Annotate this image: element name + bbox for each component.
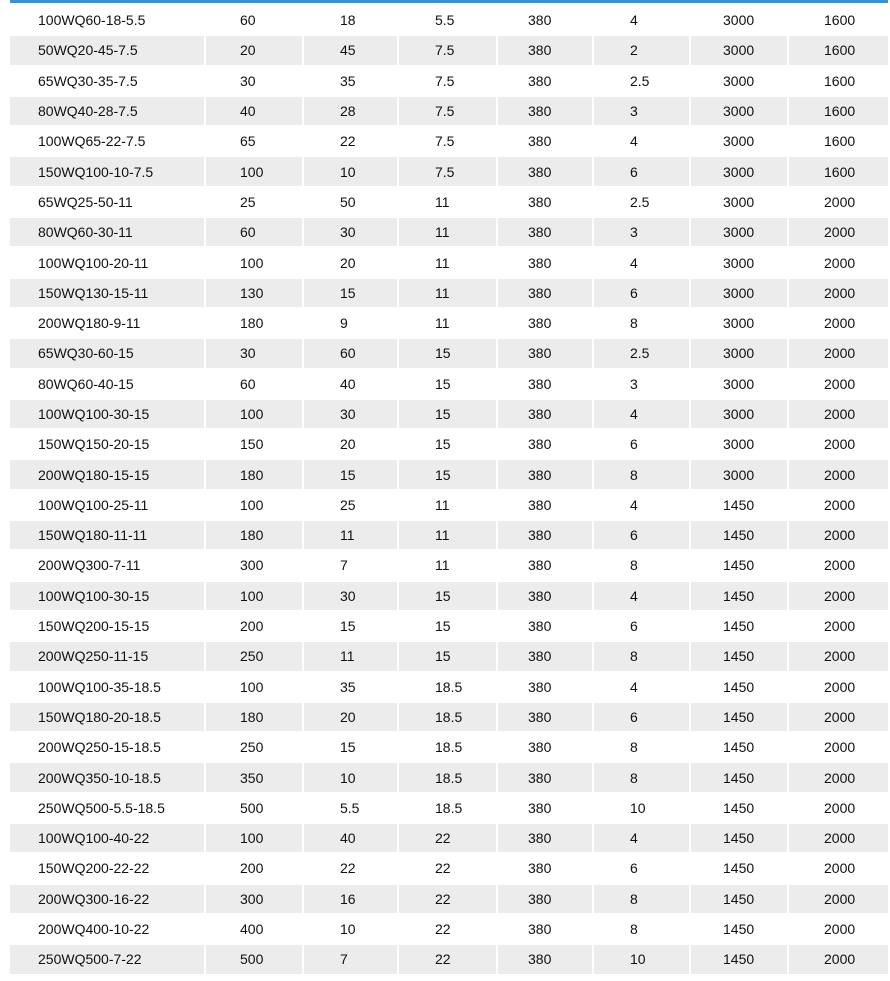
power-cell: 22 — [399, 885, 498, 913]
voltage-cell: 380 — [498, 97, 594, 125]
head-cell: 10 — [304, 157, 399, 185]
voltage-cell: 380 — [498, 915, 594, 943]
voltage-cell: 380 — [498, 733, 594, 761]
table-body — [10, 6, 888, 974]
flow-cell: 400 — [206, 915, 304, 943]
model-cell: 200WQ250-15-18.5 — [10, 733, 206, 761]
table-row — [10, 157, 888, 185]
outlet-cell: 8 — [594, 642, 691, 670]
speed-cell: 3000 — [691, 370, 789, 398]
speed-cell: 1450 — [691, 582, 789, 610]
value-cell: 2000 — [789, 460, 888, 488]
speed-cell: 1450 — [691, 763, 789, 791]
voltage-cell: 380 — [498, 521, 594, 549]
head-cell: 50 — [304, 188, 399, 216]
outlet-cell: 6 — [594, 854, 691, 882]
table-row — [10, 915, 888, 943]
power-cell: 11 — [399, 551, 498, 579]
value-cell: 1600 — [789, 67, 888, 95]
flow-cell: 350 — [206, 763, 304, 791]
power-cell: 7.5 — [399, 127, 498, 155]
outlet-cell: 4 — [594, 824, 691, 852]
table-row — [10, 854, 888, 882]
model-cell: 100WQ100-20-11 — [10, 248, 206, 276]
voltage-cell: 380 — [498, 945, 594, 973]
outlet-cell: 6 — [594, 703, 691, 731]
head-cell: 35 — [304, 673, 399, 701]
head-cell: 45 — [304, 36, 399, 64]
speed-cell: 1450 — [691, 885, 789, 913]
table-row — [10, 521, 888, 549]
power-cell: 22 — [399, 945, 498, 973]
head-cell: 7 — [304, 551, 399, 579]
voltage-cell: 380 — [498, 703, 594, 731]
voltage-cell: 380 — [498, 430, 594, 458]
power-cell: 15 — [399, 460, 498, 488]
power-cell: 18.5 — [399, 733, 498, 761]
model-cell: 100WQ100-30-15 — [10, 400, 206, 428]
speed-cell: 3000 — [691, 6, 789, 34]
flow-cell: 180 — [206, 521, 304, 549]
flow-cell: 500 — [206, 945, 304, 973]
value-cell: 1600 — [789, 6, 888, 34]
flow-cell: 100 — [206, 400, 304, 428]
speed-cell: 1450 — [691, 642, 789, 670]
outlet-cell: 6 — [594, 157, 691, 185]
speed-cell: 1450 — [691, 612, 789, 640]
model-cell: 150WQ180-11-11 — [10, 521, 206, 549]
head-cell: 10 — [304, 915, 399, 943]
model-cell: 200WQ180-15-15 — [10, 460, 206, 488]
speed-cell: 3000 — [691, 67, 789, 95]
table-row — [10, 97, 888, 125]
speed-cell: 3000 — [691, 248, 789, 276]
model-cell: 65WQ30-35-7.5 — [10, 67, 206, 95]
power-cell: 18.5 — [399, 794, 498, 822]
power-cell: 15 — [399, 400, 498, 428]
outlet-cell: 2.5 — [594, 67, 691, 95]
flow-cell: 200 — [206, 612, 304, 640]
voltage-cell: 380 — [498, 67, 594, 95]
model-cell: 200WQ300-16-22 — [10, 885, 206, 913]
model-cell: 250WQ500-7-22 — [10, 945, 206, 973]
speed-cell: 1450 — [691, 854, 789, 882]
model-cell: 100WQ100-30-15 — [10, 582, 206, 610]
flow-cell: 60 — [206, 218, 304, 246]
head-cell: 5.5 — [304, 794, 399, 822]
speed-cell: 1450 — [691, 794, 789, 822]
head-cell: 15 — [304, 279, 399, 307]
flow-cell: 250 — [206, 642, 304, 670]
value-cell: 2000 — [789, 885, 888, 913]
value-cell: 2000 — [789, 309, 888, 337]
value-cell: 1600 — [789, 127, 888, 155]
value-cell: 2000 — [789, 763, 888, 791]
flow-cell: 100 — [206, 248, 304, 276]
flow-cell: 30 — [206, 67, 304, 95]
value-cell: 2000 — [789, 673, 888, 701]
head-cell: 11 — [304, 642, 399, 670]
table-row — [10, 642, 888, 670]
model-cell: 100WQ60-18-5.5 — [10, 6, 206, 34]
speed-cell: 3000 — [691, 127, 789, 155]
speed-cell: 3000 — [691, 400, 789, 428]
power-cell: 11 — [399, 248, 498, 276]
flow-cell: 25 — [206, 188, 304, 216]
head-cell: 15 — [304, 612, 399, 640]
head-cell: 28 — [304, 97, 399, 125]
flow-cell: 100 — [206, 824, 304, 852]
table-row — [10, 370, 888, 398]
voltage-cell: 380 — [498, 612, 594, 640]
value-cell: 2000 — [789, 279, 888, 307]
power-cell: 11 — [399, 521, 498, 549]
table-row — [10, 460, 888, 488]
flow-cell: 180 — [206, 703, 304, 731]
outlet-cell: 4 — [594, 248, 691, 276]
outlet-cell: 6 — [594, 612, 691, 640]
flow-cell: 40 — [206, 97, 304, 125]
outlet-cell: 6 — [594, 279, 691, 307]
power-cell: 18.5 — [399, 763, 498, 791]
speed-cell: 3000 — [691, 309, 789, 337]
power-cell: 15 — [399, 370, 498, 398]
top-accent-line — [10, 0, 888, 3]
model-cell: 150WQ130-15-11 — [10, 279, 206, 307]
flow-cell: 300 — [206, 551, 304, 579]
head-cell: 60 — [304, 339, 399, 367]
speed-cell: 3000 — [691, 157, 789, 185]
outlet-cell: 4 — [594, 582, 691, 610]
table-row — [10, 551, 888, 579]
outlet-cell: 10 — [594, 794, 691, 822]
value-cell: 2000 — [789, 491, 888, 519]
speed-cell: 1450 — [691, 945, 789, 973]
outlet-cell: 2.5 — [594, 339, 691, 367]
head-cell: 25 — [304, 491, 399, 519]
speed-cell: 1450 — [691, 733, 789, 761]
flow-cell: 60 — [206, 6, 304, 34]
voltage-cell: 380 — [498, 127, 594, 155]
value-cell: 2000 — [789, 945, 888, 973]
speed-cell: 3000 — [691, 279, 789, 307]
model-cell: 200WQ180-9-11 — [10, 309, 206, 337]
outlet-cell: 4 — [594, 400, 691, 428]
power-cell: 22 — [399, 854, 498, 882]
speed-cell: 3000 — [691, 218, 789, 246]
outlet-cell: 8 — [594, 915, 691, 943]
value-cell: 2000 — [789, 339, 888, 367]
head-cell: 30 — [304, 400, 399, 428]
head-cell: 30 — [304, 582, 399, 610]
value-cell: 2000 — [789, 854, 888, 882]
model-cell: 200WQ400-10-22 — [10, 915, 206, 943]
table-row — [10, 248, 888, 276]
value-cell: 2000 — [789, 794, 888, 822]
flow-cell: 100 — [206, 673, 304, 701]
flow-cell: 300 — [206, 885, 304, 913]
value-cell: 2000 — [789, 551, 888, 579]
speed-cell: 1450 — [691, 703, 789, 731]
power-cell: 11 — [399, 279, 498, 307]
voltage-cell: 380 — [498, 824, 594, 852]
voltage-cell: 380 — [498, 370, 594, 398]
speed-cell: 1450 — [691, 673, 789, 701]
head-cell: 22 — [304, 854, 399, 882]
table-row — [10, 582, 888, 610]
outlet-cell: 2 — [594, 36, 691, 64]
voltage-cell: 380 — [498, 794, 594, 822]
power-cell: 15 — [399, 642, 498, 670]
outlet-cell: 4 — [594, 491, 691, 519]
model-cell: 150WQ150-20-15 — [10, 430, 206, 458]
flow-cell: 150 — [206, 430, 304, 458]
outlet-cell: 8 — [594, 733, 691, 761]
model-cell: 100WQ65-22-7.5 — [10, 127, 206, 155]
flow-cell: 180 — [206, 460, 304, 488]
table-row — [10, 36, 888, 64]
value-cell: 2000 — [789, 703, 888, 731]
value-cell: 2000 — [789, 400, 888, 428]
head-cell: 20 — [304, 430, 399, 458]
voltage-cell: 380 — [498, 339, 594, 367]
table-row — [10, 309, 888, 337]
speed-cell: 3000 — [691, 430, 789, 458]
power-cell: 7.5 — [399, 97, 498, 125]
flow-cell: 100 — [206, 491, 304, 519]
head-cell: 7 — [304, 945, 399, 973]
head-cell: 15 — [304, 460, 399, 488]
value-cell: 2000 — [789, 248, 888, 276]
voltage-cell: 380 — [498, 460, 594, 488]
model-cell: 80WQ60-40-15 — [10, 370, 206, 398]
power-cell: 11 — [399, 188, 498, 216]
power-cell: 15 — [399, 582, 498, 610]
table-row — [10, 794, 888, 822]
model-cell: 200WQ250-11-15 — [10, 642, 206, 670]
speed-cell: 1450 — [691, 491, 789, 519]
value-cell: 2000 — [789, 612, 888, 640]
table-row — [10, 127, 888, 155]
table-row — [10, 218, 888, 246]
voltage-cell: 380 — [498, 551, 594, 579]
flow-cell: 250 — [206, 733, 304, 761]
voltage-cell: 380 — [498, 491, 594, 519]
flow-cell: 100 — [206, 157, 304, 185]
table-row — [10, 673, 888, 701]
table-row — [10, 885, 888, 913]
table-row — [10, 400, 888, 428]
outlet-cell: 4 — [594, 6, 691, 34]
voltage-cell: 380 — [498, 279, 594, 307]
power-cell: 15 — [399, 339, 498, 367]
flow-cell: 65 — [206, 127, 304, 155]
voltage-cell: 380 — [498, 885, 594, 913]
power-cell: 22 — [399, 915, 498, 943]
head-cell: 16 — [304, 885, 399, 913]
voltage-cell: 380 — [498, 248, 594, 276]
head-cell: 40 — [304, 370, 399, 398]
table-row — [10, 339, 888, 367]
model-cell: 100WQ100-25-11 — [10, 491, 206, 519]
model-cell: 200WQ350-10-18.5 — [10, 763, 206, 791]
value-cell: 2000 — [789, 824, 888, 852]
table-row — [10, 188, 888, 216]
flow-cell: 100 — [206, 582, 304, 610]
flow-cell: 180 — [206, 309, 304, 337]
voltage-cell: 380 — [498, 188, 594, 216]
outlet-cell: 8 — [594, 551, 691, 579]
head-cell: 30 — [304, 218, 399, 246]
model-cell: 150WQ100-10-7.5 — [10, 157, 206, 185]
voltage-cell: 380 — [498, 400, 594, 428]
table-row — [10, 763, 888, 791]
voltage-cell: 380 — [498, 36, 594, 64]
outlet-cell: 6 — [594, 521, 691, 549]
power-cell: 15 — [399, 430, 498, 458]
head-cell: 20 — [304, 248, 399, 276]
power-cell: 11 — [399, 218, 498, 246]
model-cell: 100WQ100-40-22 — [10, 824, 206, 852]
voltage-cell: 380 — [498, 763, 594, 791]
value-cell: 2000 — [789, 733, 888, 761]
model-cell: 65WQ25-50-11 — [10, 188, 206, 216]
value-cell: 2000 — [789, 370, 888, 398]
table-row — [10, 430, 888, 458]
value-cell: 1600 — [789, 36, 888, 64]
voltage-cell: 380 — [498, 218, 594, 246]
outlet-cell: 6 — [594, 430, 691, 458]
outlet-cell: 3 — [594, 370, 691, 398]
pump-spec-table — [10, 4, 888, 976]
speed-cell: 3000 — [691, 460, 789, 488]
table-row — [10, 6, 888, 34]
power-cell: 15 — [399, 612, 498, 640]
power-cell: 22 — [399, 824, 498, 852]
speed-cell: 1450 — [691, 915, 789, 943]
outlet-cell: 8 — [594, 763, 691, 791]
head-cell: 20 — [304, 703, 399, 731]
table-row — [10, 279, 888, 307]
value-cell: 1600 — [789, 97, 888, 125]
table-row — [10, 612, 888, 640]
voltage-cell: 380 — [498, 673, 594, 701]
power-cell: 18.5 — [399, 673, 498, 701]
outlet-cell: 3 — [594, 218, 691, 246]
flow-cell: 200 — [206, 854, 304, 882]
voltage-cell: 380 — [498, 6, 594, 34]
value-cell: 2000 — [789, 582, 888, 610]
model-cell: 150WQ200-15-15 — [10, 612, 206, 640]
table-row — [10, 67, 888, 95]
power-cell: 11 — [399, 309, 498, 337]
power-cell: 7.5 — [399, 157, 498, 185]
flow-cell: 20 — [206, 36, 304, 64]
power-cell: 18.5 — [399, 703, 498, 731]
outlet-cell: 2.5 — [594, 188, 691, 216]
flow-cell: 60 — [206, 370, 304, 398]
voltage-cell: 380 — [498, 157, 594, 185]
outlet-cell: 8 — [594, 460, 691, 488]
value-cell: 2000 — [789, 430, 888, 458]
table-row — [10, 491, 888, 519]
outlet-cell: 4 — [594, 127, 691, 155]
table-row — [10, 703, 888, 731]
speed-cell: 3000 — [691, 339, 789, 367]
model-cell: 50WQ20-45-7.5 — [10, 36, 206, 64]
flow-cell: 30 — [206, 339, 304, 367]
voltage-cell: 380 — [498, 582, 594, 610]
head-cell: 40 — [304, 824, 399, 852]
voltage-cell: 380 — [498, 309, 594, 337]
power-cell: 7.5 — [399, 36, 498, 64]
speed-cell: 1450 — [691, 551, 789, 579]
value-cell: 2000 — [789, 188, 888, 216]
head-cell: 18 — [304, 6, 399, 34]
table-row — [10, 945, 888, 973]
power-cell: 11 — [399, 491, 498, 519]
speed-cell: 1450 — [691, 824, 789, 852]
model-cell: 65WQ30-60-15 — [10, 339, 206, 367]
model-cell: 250WQ500-5.5-18.5 — [10, 794, 206, 822]
value-cell: 2000 — [789, 915, 888, 943]
head-cell: 11 — [304, 521, 399, 549]
flow-cell: 500 — [206, 794, 304, 822]
model-cell: 150WQ200-22-22 — [10, 854, 206, 882]
model-cell: 100WQ100-35-18.5 — [10, 673, 206, 701]
outlet-cell: 10 — [594, 945, 691, 973]
outlet-cell: 3 — [594, 97, 691, 125]
speed-cell: 3000 — [691, 97, 789, 125]
power-cell: 5.5 — [399, 6, 498, 34]
model-cell: 80WQ60-30-11 — [10, 218, 206, 246]
outlet-cell: 4 — [594, 673, 691, 701]
head-cell: 10 — [304, 763, 399, 791]
head-cell: 35 — [304, 67, 399, 95]
table-row — [10, 733, 888, 761]
flow-cell: 130 — [206, 279, 304, 307]
head-cell: 15 — [304, 733, 399, 761]
model-cell: 150WQ180-20-18.5 — [10, 703, 206, 731]
speed-cell: 3000 — [691, 188, 789, 216]
head-cell: 9 — [304, 309, 399, 337]
voltage-cell: 380 — [498, 642, 594, 670]
outlet-cell: 8 — [594, 885, 691, 913]
value-cell: 2000 — [789, 218, 888, 246]
value-cell: 1600 — [789, 157, 888, 185]
voltage-cell: 380 — [498, 854, 594, 882]
power-cell: 7.5 — [399, 67, 498, 95]
value-cell: 2000 — [789, 642, 888, 670]
table-row — [10, 824, 888, 852]
value-cell: 2000 — [789, 521, 888, 549]
model-cell: 200WQ300-7-11 — [10, 551, 206, 579]
speed-cell: 3000 — [691, 36, 789, 64]
outlet-cell: 8 — [594, 309, 691, 337]
model-cell: 80WQ40-28-7.5 — [10, 97, 206, 125]
speed-cell: 1450 — [691, 521, 789, 549]
head-cell: 22 — [304, 127, 399, 155]
